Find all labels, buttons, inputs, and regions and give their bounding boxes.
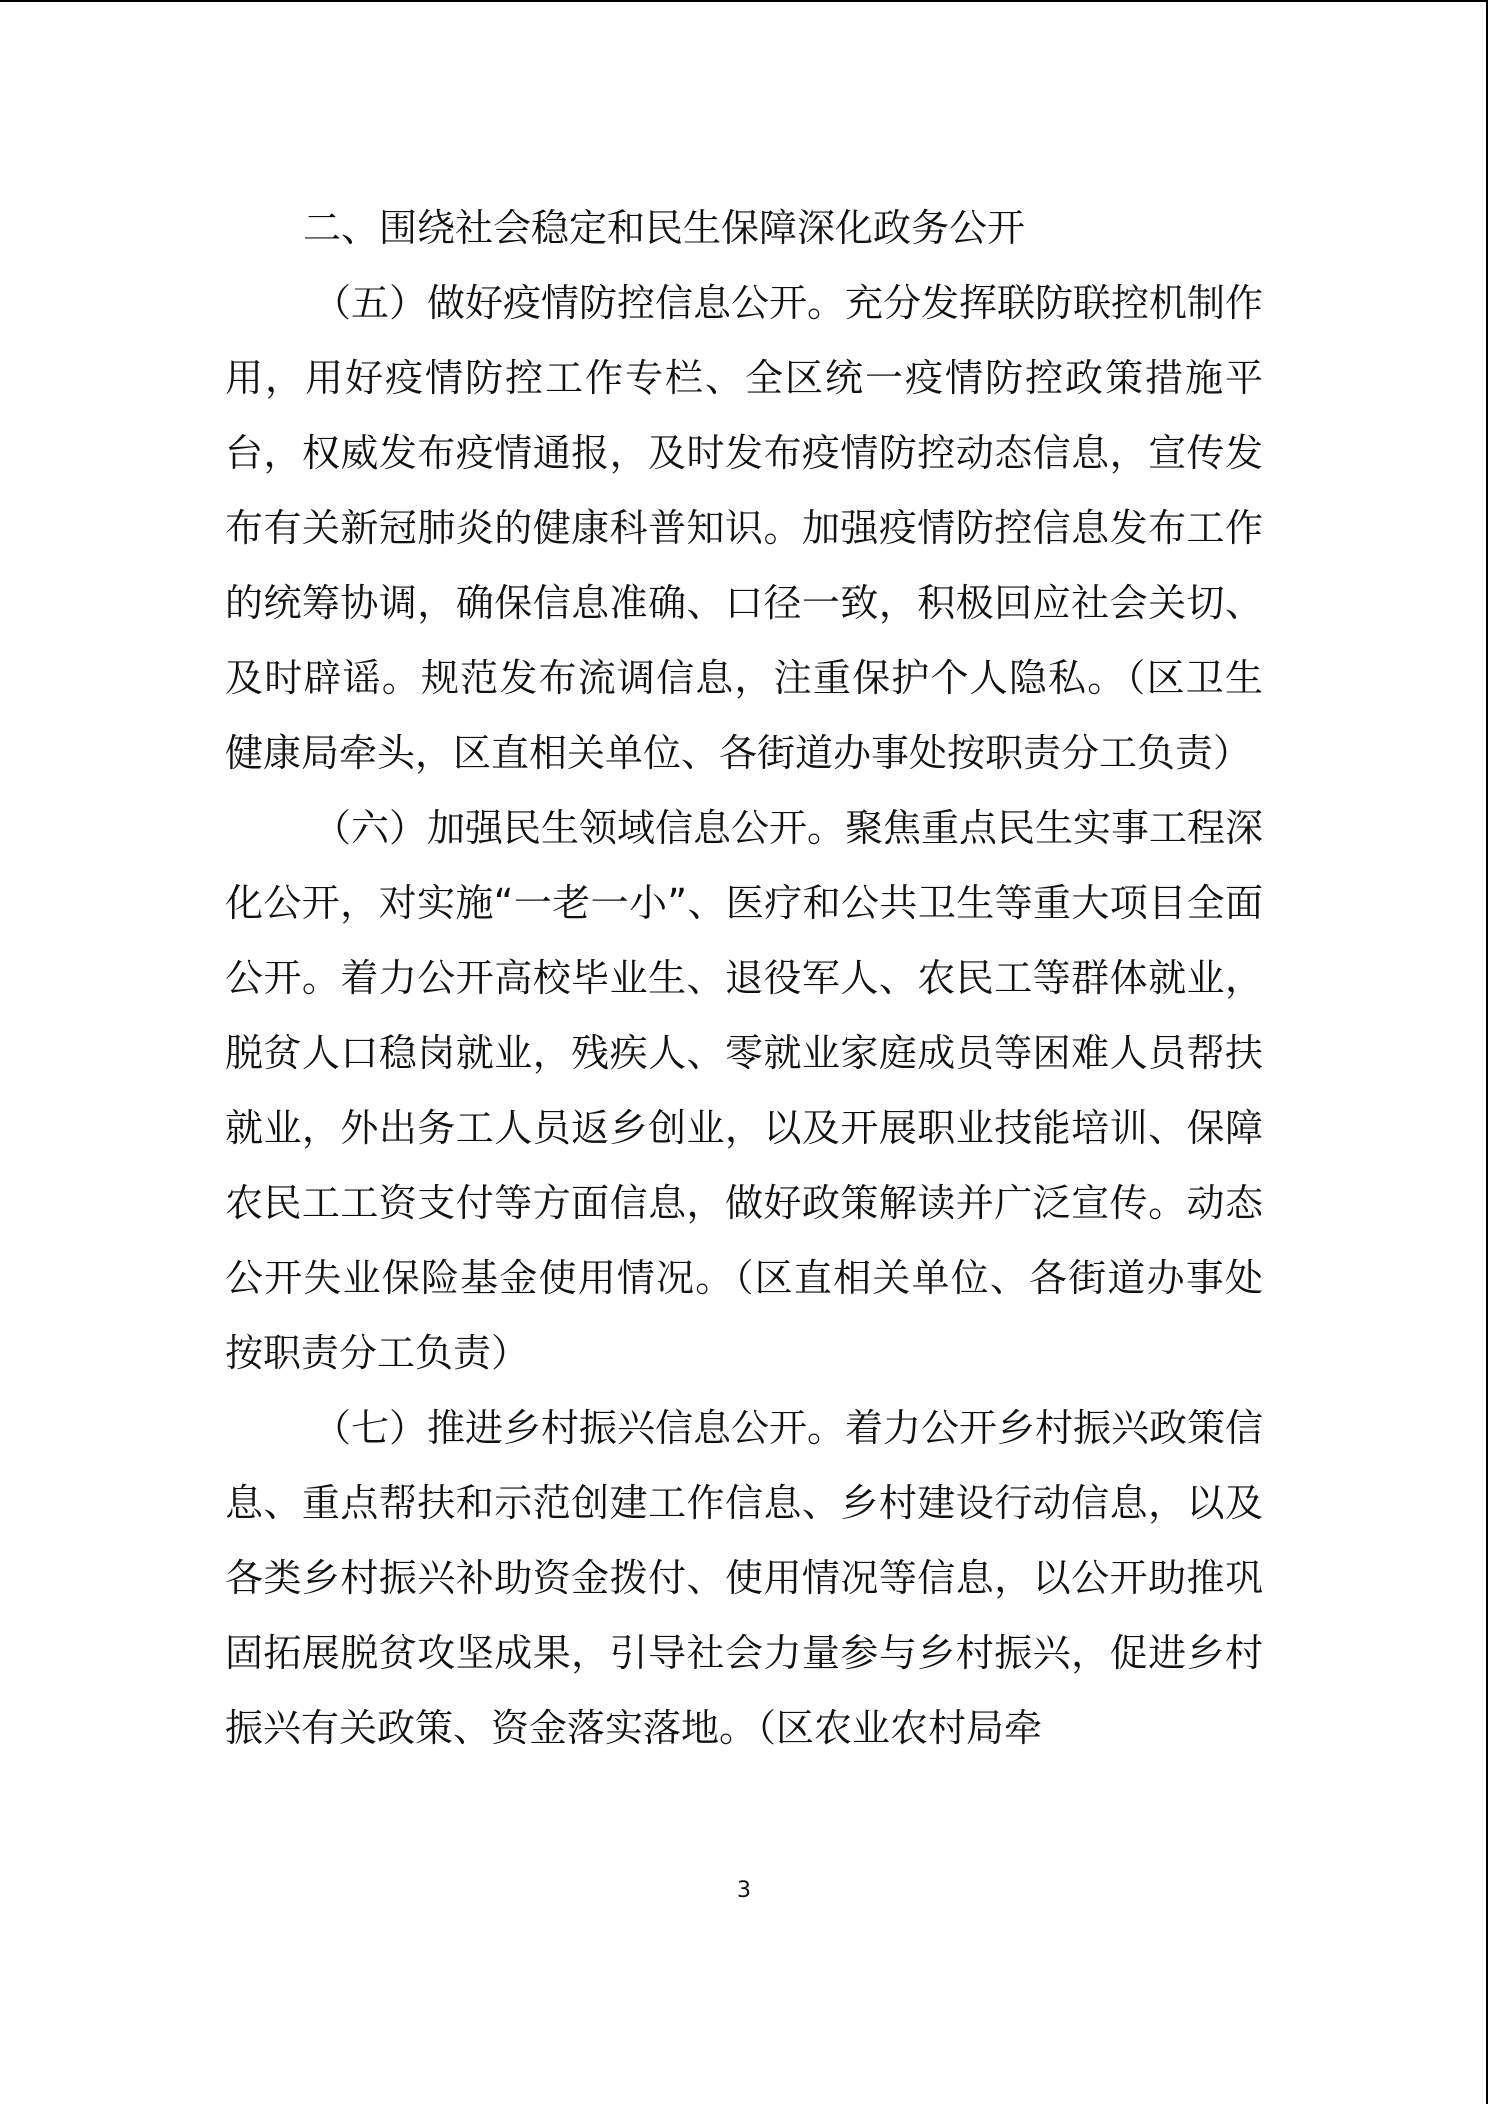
document-body <box>225 191 1263 1766</box>
paragraph-epidemic-info: （五）做好疫情防控信息公开。充分发挥联防联控机制作用，用好疫情防控工作专栏、全区统一疫情防控政策措施平台，权威发布疫情通报，及时发布疫情防控动态信息，宣传发布有关新冠肺炎的健康科普知识。加强疫情防控信息发布工作的统筹协调，确保信息准确、口径一致，积极回应社会关切、及时辟谣。规范发布流调信息，注重保护个人隐私。（区卫生健康局牵头，区直相关单位、各街道办事处按职责分工负责） <box>225 281 1264 775</box>
page-number: 3 <box>737 1878 751 1903</box>
section-heading: 二、围绕社会稳定和民生保障深化政务公开 <box>303 206 1026 250</box>
paragraph-rural-revitalization-info: （七）推进乡村振兴信息公开。着力公开乡村振兴政策信息、重点帮扶和示范创建工作信息、乡村建设行动信息，以及各类乡村振兴补助资金拨付、使用情况等信息，以公开助推巩固拓展脱贫攻坚成果，引导社会力量参与乡村振兴，促进乡村振兴有关政策、资金落实落地。（区农业农村局牵 <box>225 1406 1264 1750</box>
paragraph-livelihood-info: （六）加强民生领域信息公开。聚焦重点民生实事工程深化公开，对实施“一老一小”、医疗和公共卫生等重大项目全面公开。着力公开高校毕业生、退役军人、农民工等群体就业，脱贫人口稳岗就业，残疾人、零就业家庭成员等困难人员帮扶就业，外出务工人员返乡创业，以及开展职业技能培训、保障农民工工资支付等方面信息，做好政策解读并广泛宣传。动态公开失业保险基金使用情况。（区直相关单位、各街道办事处按职责分工负责） <box>225 806 1264 1375</box>
